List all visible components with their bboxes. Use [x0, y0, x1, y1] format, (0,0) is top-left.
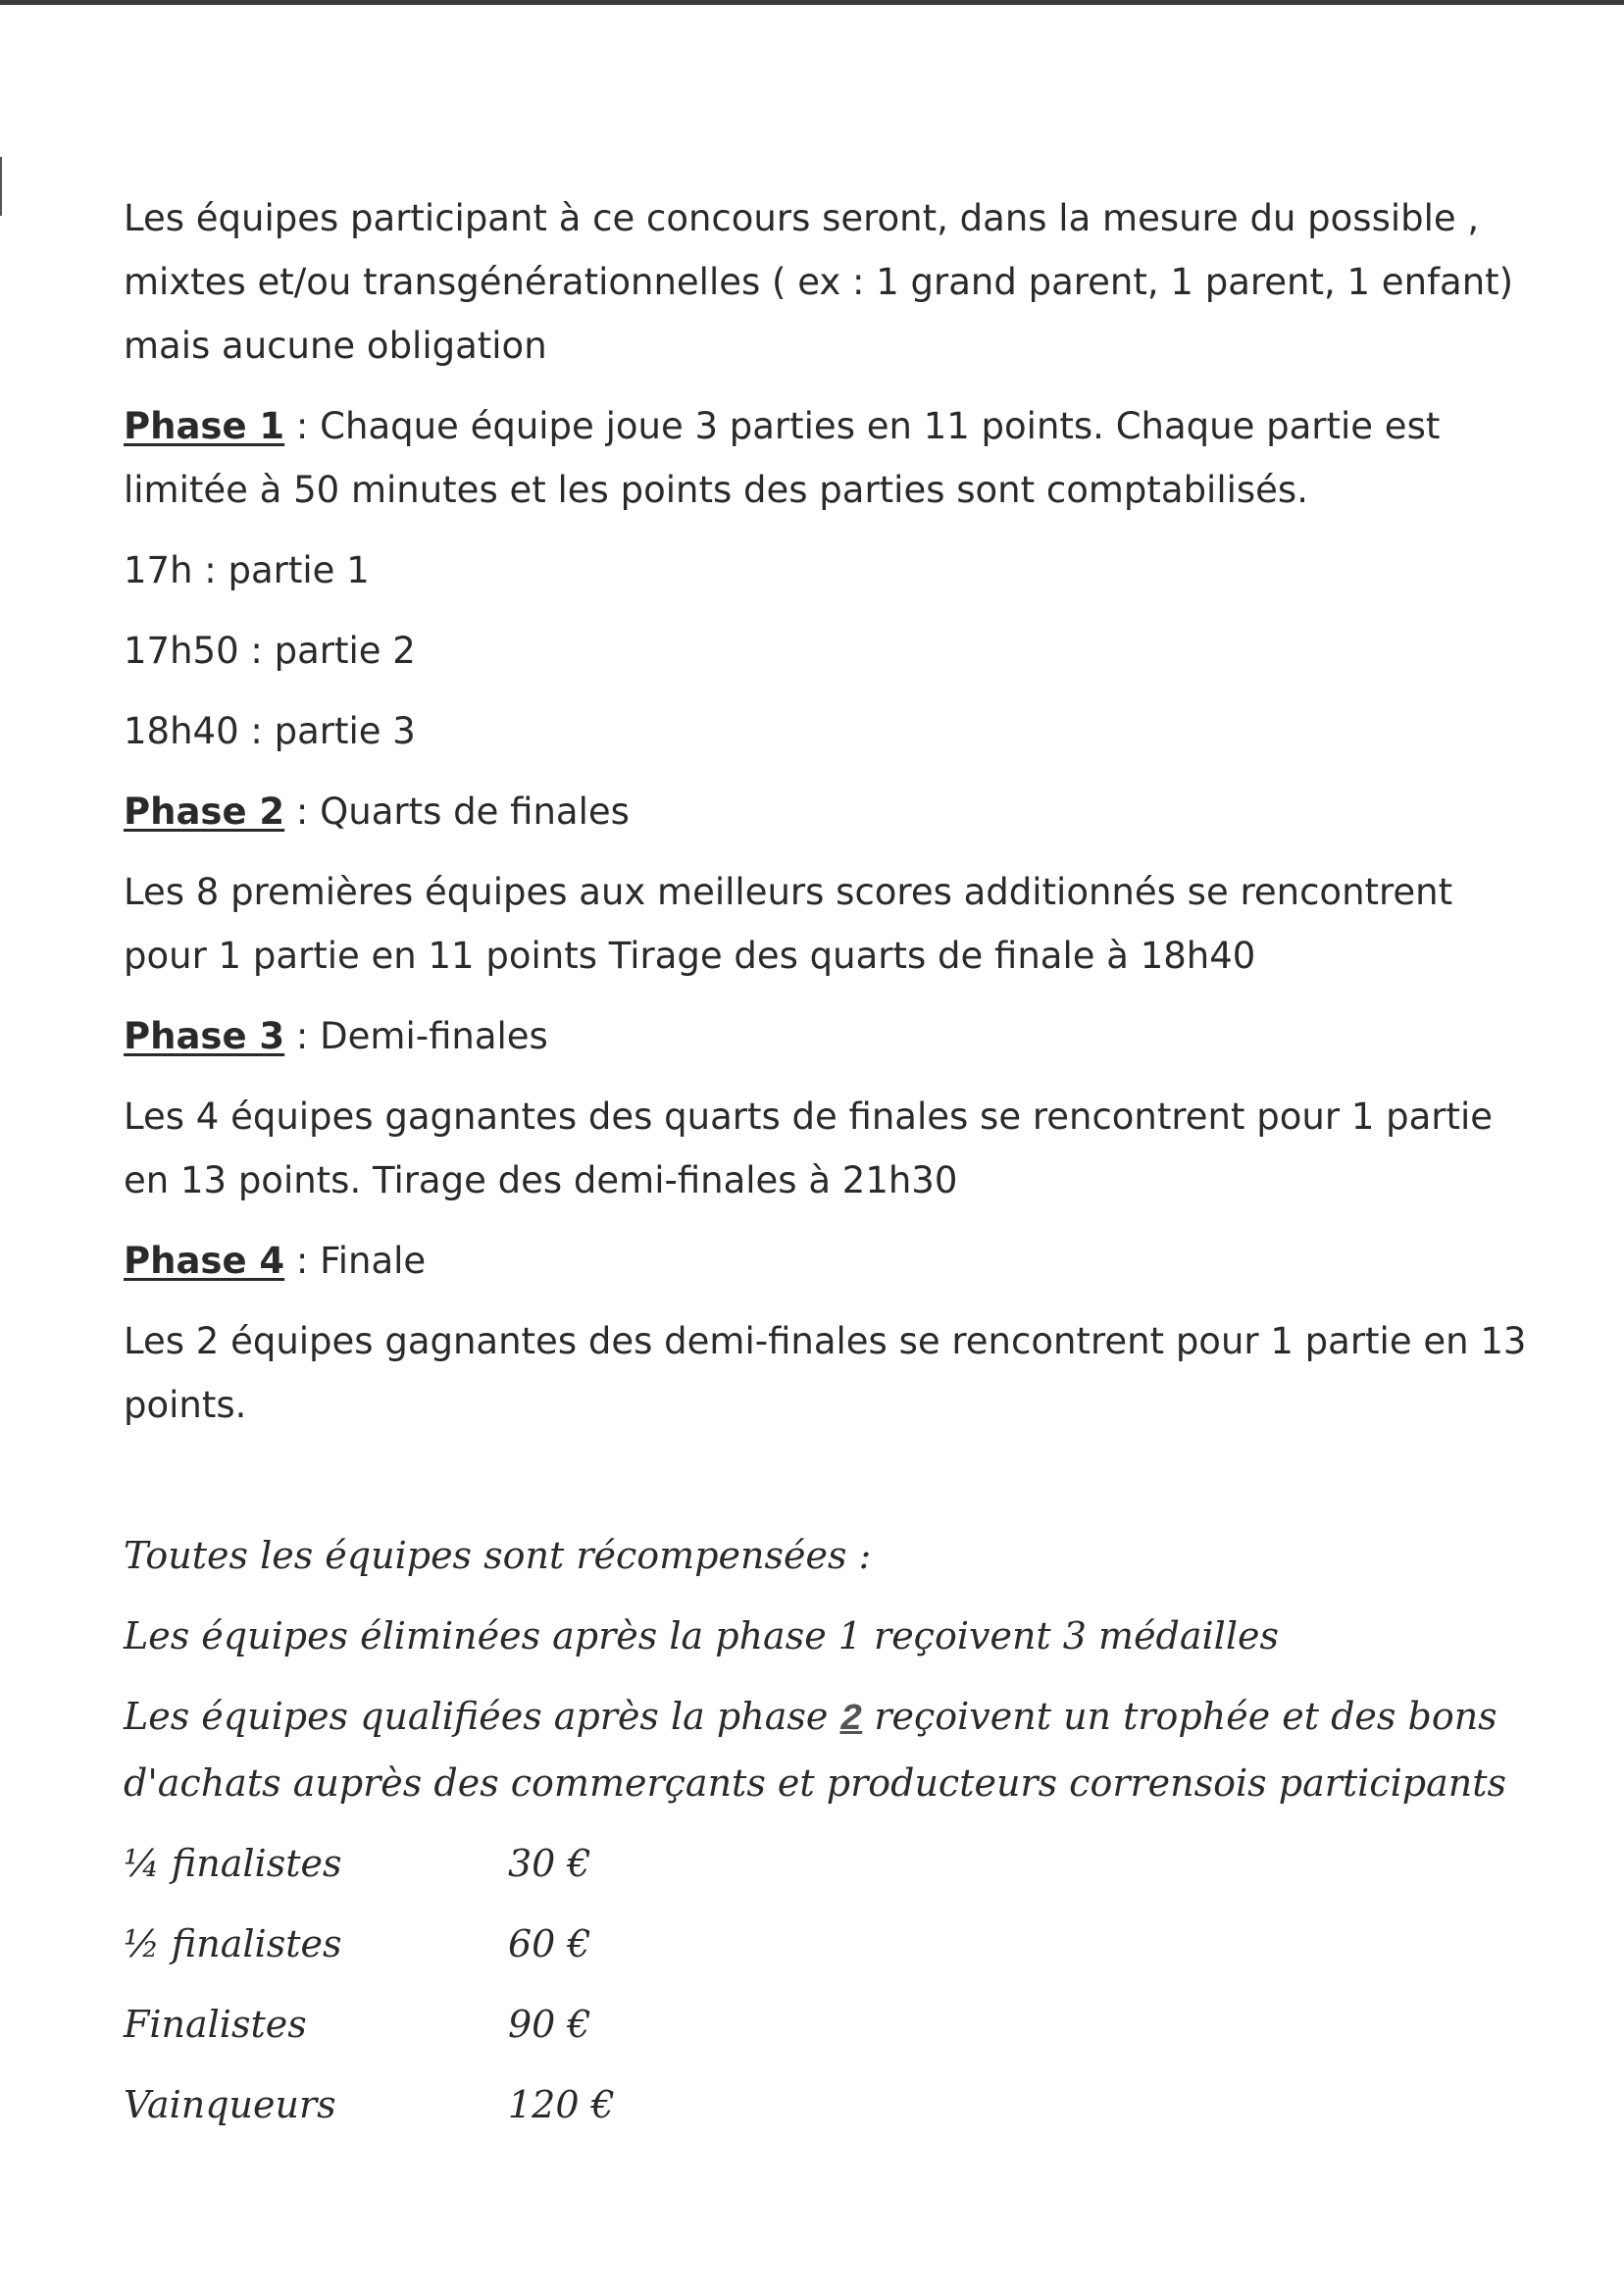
handwritten-correction: 2 [839, 1699, 863, 1741]
phase3-title: : Demi-finales [284, 1015, 548, 1057]
phase2-text: Les 8 premières équipes aux meilleurs scores additionnés se rencontrent pour 1 partie en 11 points Tirage des quarts de finale à 18h40 [124, 871, 1453, 977]
schedule-item-3: 18h40 : partie 3 [124, 710, 416, 752]
rewards-line-2-start: Les équipes qualifiées après la phase [124, 1695, 840, 1738]
prize-row-semi [124, 1912, 1536, 1976]
prize-amount: 90 € [508, 2003, 591, 2046]
section-spacer [124, 1453, 1536, 1524]
prize-label: Vainqueurs [124, 2083, 336, 2126]
rewards-line-2-end: reçoivent un trophée et des bons d'achats auprès des commerçants et producteurs corrensois participants [124, 1695, 1506, 1805]
prize-label: ½ finalistes [124, 1922, 342, 1965]
prize-label: Finalistes [124, 2003, 307, 2046]
phase3-text: Les 4 équipes gagnantes des quarts de finales se rencontrent pour 1 partie en 13 points. Tirage des demi-finales à 21h30 [124, 1096, 1494, 1201]
prize-row-finalists [124, 1993, 1536, 2057]
schedule-item-1: 17h : partie 1 [124, 549, 370, 591]
phase1-label: Phase 1 [124, 405, 285, 447]
prize-amount: 30 € [508, 1842, 591, 1885]
phase3-heading [124, 1004, 1536, 1068]
prize-row-winners [124, 2073, 1536, 2137]
prize-label: ¼ finalistes [124, 1842, 342, 1885]
rewards-line-1: Les équipes éliminées après la phase 1 reçoivent 3 médailles [124, 1614, 1279, 1657]
phase1-paragraph [124, 394, 1536, 522]
phase2-heading [124, 780, 1536, 843]
phase4-heading [124, 1229, 1536, 1293]
document-body [124, 186, 1536, 2154]
phase3-label: Phase 3 [124, 1015, 285, 1057]
rewards-heading: Toutes les équipes sont récompensées : [124, 1534, 872, 1577]
rewards-line-2 [124, 1685, 1536, 1815]
phase2-title: : Quarts de finales [284, 790, 630, 833]
phase2-label: Phase 2 [124, 790, 285, 833]
schedule-item-2: 17h50 : partie 2 [124, 630, 416, 672]
phase4-label: Phase 4 [124, 1240, 285, 1282]
scan-top-border [0, 0, 1624, 5]
scan-edge-mark [0, 157, 2, 216]
prize-amount: 120 € [508, 2083, 615, 2126]
prize-amount: 60 € [508, 1922, 591, 1965]
intro-paragraph: Les équipes participant à ce concours seront, dans la mesure du possible , mixtes et/ou transgénérationnelles ( ex : 1 grand parent, 1 parent, 1 enfant) mais aucune obligation [124, 197, 1514, 367]
phase1-text: : Chaque équipe joue 3 parties en 11 points. Chaque partie est limitée à 50 minutes et les points des parties sont comptabilisés. [124, 405, 1441, 511]
phase4-title: : Finale [284, 1240, 427, 1282]
prize-row-quarter [124, 1832, 1536, 1896]
phase4-text: Les 2 équipes gagnantes des demi-finales se rencontrent pour 1 partie en 13 points. [124, 1320, 1527, 1426]
